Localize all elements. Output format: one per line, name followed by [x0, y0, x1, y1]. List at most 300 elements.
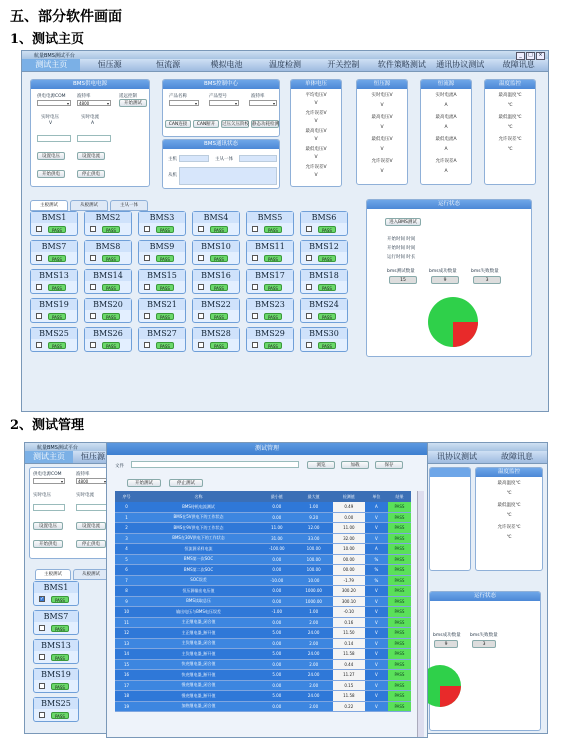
table-cell: 0.00 [259, 512, 295, 523]
bms-cell[interactable] [246, 298, 294, 323]
table-cell: 2.00 [295, 617, 333, 628]
unit-label: ℃ [507, 125, 513, 130]
bms-cell-label: BMS15 [139, 270, 185, 281]
com-label: 供电电源COM [33, 472, 62, 477]
file-path-input[interactable] [131, 461, 299, 468]
table-row[interactable] [115, 502, 411, 512]
load-button[interactable]: 加载 [341, 461, 369, 469]
bms-cell[interactable] [33, 581, 79, 606]
select-checkbox[interactable] [144, 342, 150, 348]
table-cell: V [365, 670, 388, 681]
bms-cell-label: BMS12 [301, 241, 347, 252]
tab-sim-battery[interactable]: 模拟电池 [210, 60, 243, 69]
unit-label: ℃ [506, 513, 512, 518]
table-cell: PASS [388, 554, 411, 565]
table-cell: 10 [115, 607, 138, 618]
table-cell: 8 [115, 586, 138, 597]
unit-label: V [380, 169, 384, 174]
set-voltage-button[interactable]: 设置电压 [33, 522, 63, 530]
bms-cell[interactable] [138, 240, 186, 265]
bms-cell[interactable] [30, 327, 78, 352]
const-current-panel [420, 79, 472, 185]
realtime-current-label: 实时电流 [81, 115, 99, 120]
reading-label: 允许误差V [305, 111, 327, 116]
bms-cell[interactable] [246, 269, 294, 294]
table-cell: 主负继电器_断开值 [138, 649, 259, 660]
pass-badge: PASS [264, 255, 282, 262]
unit-label: V [314, 119, 318, 124]
table-cell: -1.79 [333, 575, 365, 586]
table-cell: 主正继电器_断开值 [138, 628, 259, 639]
reading-label: 最高温度℃ [497, 481, 521, 486]
pass-badge: PASS [318, 226, 336, 233]
table-cell: 11.00 [333, 523, 365, 534]
table-cell: 0.00 [259, 680, 295, 691]
product-name-select[interactable] [169, 100, 199, 106]
table-cell: 11.50 [333, 628, 365, 639]
bms-cell[interactable] [84, 240, 132, 265]
pass-badge: PASS [318, 284, 336, 291]
table-row[interactable] [115, 512, 411, 523]
unit-label: A [444, 103, 448, 108]
select-checkbox[interactable] [36, 255, 42, 261]
bms-cell-label: BMS10 [193, 241, 239, 252]
run-status-panel [366, 199, 532, 357]
com-select[interactable] [37, 100, 71, 106]
select-checkbox[interactable] [306, 226, 312, 232]
table-cell: 15 [115, 659, 138, 670]
bms-cell-label: BMS26 [85, 328, 131, 339]
table-cell: -100.00 [259, 544, 295, 555]
select-checkbox[interactable] [90, 342, 96, 348]
table-cell: 慢充继电器_闭合值 [138, 680, 259, 691]
reading-label: 实时电压V [371, 93, 393, 98]
count-tested-label: bms测试数量 [387, 269, 415, 274]
bms-cell-label: BMS22 [193, 299, 239, 310]
column-header: 结果 [388, 491, 411, 502]
select-checkbox[interactable] [306, 255, 312, 261]
bms-cell[interactable] [300, 211, 348, 236]
bms-cell[interactable] [33, 639, 79, 664]
pass-badge: PASS [48, 284, 66, 291]
bms-comm-panel [162, 139, 280, 189]
tab-switch-control[interactable]: 开关控制 [327, 60, 360, 69]
select-checkbox[interactable] [90, 226, 96, 232]
reading-label: 最低电压V [371, 137, 393, 142]
panel-title: BMS供电电源 [31, 80, 149, 89]
unit-label: ℃ [507, 147, 513, 152]
select-checkbox[interactable] [198, 255, 204, 261]
tab-test-home[interactable]: 测试主页 [22, 59, 80, 71]
pass-fail-pie [426, 664, 462, 708]
bms-cell-label: BMS28 [193, 328, 239, 339]
table-cell: V [365, 523, 388, 534]
select-checkbox[interactable] [252, 255, 258, 261]
table-row[interactable] [115, 554, 411, 565]
bms-cell[interactable] [138, 211, 186, 236]
bms-cell[interactable] [300, 269, 348, 294]
subtab-master-board[interactable]: 主板测试 [35, 569, 71, 580]
table-row[interactable] [115, 680, 411, 691]
table-row[interactable] [115, 659, 411, 670]
bms-cell[interactable] [246, 211, 294, 236]
select-checkbox[interactable] [198, 226, 204, 232]
table-cell: 1000.00 [295, 596, 333, 607]
select-checkbox[interactable] [198, 313, 204, 319]
bms-cell[interactable] [300, 327, 348, 352]
table-header-row [115, 491, 411, 502]
browse-button[interactable]: 浏览 [307, 461, 335, 469]
voltage-unit: V [49, 121, 53, 126]
pass-badge: PASS [102, 226, 120, 233]
column-header: 序号 [115, 491, 138, 502]
dialog-title: 测试管理 [107, 443, 427, 455]
start-test-button[interactable]: 开始测试 [127, 479, 161, 487]
pass-badge: PASS [264, 226, 282, 233]
table-cell: % [365, 565, 388, 576]
pass-badge: PASS [156, 226, 174, 233]
main-tabs [22, 59, 548, 72]
bg-tabs [25, 451, 110, 464]
reading-label: 最低温度℃ [498, 115, 522, 120]
start-time-label: 开始时间 时间 [387, 237, 416, 242]
unit-label: A [444, 147, 448, 152]
pass-badge: PASS [156, 313, 174, 320]
table-row[interactable] [115, 691, 411, 702]
table-cell: 0.00 [259, 554, 295, 565]
reading-label: 允许误差℃ [498, 137, 522, 142]
table-row[interactable] [115, 523, 411, 534]
select-checkbox[interactable] [36, 342, 42, 348]
section-heading-test-management: 2、测试管理 [10, 418, 85, 433]
baud-select[interactable]: 4800 ▾ [77, 100, 111, 106]
table-cell: 11.00 [259, 523, 295, 534]
table-cell: PASS [388, 586, 411, 597]
table-row[interactable] [115, 638, 411, 649]
select-checkbox[interactable] [306, 313, 312, 319]
bms-cell-label: BMS17 [247, 270, 293, 281]
pass-badge: PASS [210, 342, 228, 349]
table-cell: 恒压源输出电压值 [138, 586, 259, 597]
section-heading-test-home: 1、测试主页 [10, 32, 85, 47]
bms-cell-label: BMS21 [139, 299, 185, 310]
table-cell: 快充继电器_闭合值 [138, 659, 259, 670]
table-cell: V [365, 607, 388, 618]
minimize-icon[interactable]: _ [516, 52, 525, 60]
table-cell: PASS [388, 533, 411, 544]
count-fail-value: 3 [472, 640, 496, 648]
select-checkbox[interactable] [252, 226, 258, 232]
remote-start-button[interactable]: 开始测试 [119, 99, 147, 107]
bms-cell[interactable] [30, 211, 78, 236]
set-current-button[interactable]: 设置电流 [76, 522, 106, 530]
bms-cell-label: BMS4 [193, 212, 239, 223]
pass-badge: PASS [264, 342, 282, 349]
panel-title: 运行状态 [430, 592, 540, 601]
table-cell: 5.00 [259, 649, 295, 660]
table-cell: 5.00 [259, 628, 295, 639]
temperature-panel [484, 79, 536, 185]
reading-label: 最高电压V [371, 115, 393, 120]
reading-label: 最高电流A [435, 115, 457, 120]
bms-cell[interactable] [246, 240, 294, 265]
bms-cell[interactable] [33, 668, 79, 693]
board-subtabs [30, 200, 148, 211]
table-cell: 0.00 [259, 617, 295, 628]
select-checkbox[interactable] [39, 625, 45, 631]
table-cell: V [365, 512, 388, 523]
power-off-button[interactable]: 停止供电 [76, 540, 106, 548]
table-cell: V [365, 533, 388, 544]
pie-slice-fail [440, 686, 461, 707]
pass-badge: PASS [51, 654, 69, 661]
bms-cell-label: BMS23 [247, 299, 293, 310]
can-connect-button[interactable]: CAN连接 [165, 120, 191, 128]
tab-const-voltage[interactable]: 恒压源 [81, 452, 105, 461]
select-checkbox[interactable] [36, 226, 42, 232]
bms-cell[interactable] [33, 697, 79, 722]
subtab-master-board[interactable]: 主板测试 [30, 200, 68, 211]
bms-cell[interactable] [138, 298, 186, 323]
table-cell: PASS [388, 638, 411, 649]
panel-title: 单体电压 [291, 80, 341, 89]
bms-cell[interactable] [84, 298, 132, 323]
bms-cell-label: BMS13 [31, 270, 77, 281]
baud-label: 波特率 [77, 94, 91, 99]
table-cell: 100.00 [295, 544, 333, 555]
power-off-button[interactable]: 停止供电 [77, 170, 105, 178]
maximize-icon[interactable]: □ [526, 52, 535, 60]
select-checkbox[interactable] [198, 342, 204, 348]
select-checkbox[interactable] [39, 712, 45, 718]
unit-label: V [380, 147, 384, 152]
select-checkbox[interactable] [252, 313, 258, 319]
bg-tabs [427, 451, 547, 464]
table-scrollbar[interactable] [417, 491, 424, 737]
single-voltage-panel [290, 79, 342, 187]
select-checkbox[interactable] [90, 255, 96, 261]
table-row[interactable] [115, 533, 411, 544]
table-cell: 快充继电器_断开值 [138, 670, 259, 681]
table-cell: 0.00 [259, 638, 295, 649]
reading-label: 最低温度℃ [497, 503, 521, 508]
voltage-input[interactable] [37, 135, 71, 142]
select-checkbox[interactable]: ✓ [40, 596, 45, 602]
realtime-current-label: 实时电流 [76, 493, 94, 498]
ctrl-baud-select[interactable] [249, 100, 277, 106]
const-voltage-panel [356, 79, 408, 185]
remote-label: 遥远控制 [119, 94, 137, 99]
can-disconnect-button[interactable]: CAN断开 [193, 120, 219, 128]
bms-cell-label: BMS27 [139, 328, 185, 339]
bms-cell-label: BMS16 [193, 270, 239, 281]
table-row[interactable] [115, 649, 411, 660]
select-checkbox[interactable] [252, 342, 258, 348]
set-voltage-button[interactable]: 设置电压 [37, 152, 65, 160]
table-cell: 1000.00 [295, 586, 333, 597]
table-row[interactable] [115, 565, 411, 576]
com-select[interactable] [33, 478, 65, 484]
bms-cell[interactable] [246, 327, 294, 352]
bms-cell-label: BMS18 [301, 270, 347, 281]
bms-cell[interactable] [192, 240, 240, 265]
select-checkbox[interactable] [90, 284, 96, 290]
select-checkbox[interactable] [144, 284, 150, 290]
tab-temperature[interactable]: 温度检测 [268, 60, 301, 69]
table-cell: 0.00 [333, 512, 365, 523]
unit-label: A [444, 125, 448, 130]
table-cell: 24.00 [295, 670, 333, 681]
set-current-button[interactable]: 设置电流 [77, 152, 105, 160]
bms-cell[interactable] [192, 327, 240, 352]
baud-select[interactable]: 4800 ▾ [76, 478, 108, 484]
table-row[interactable] [115, 628, 411, 639]
bms-cell[interactable] [30, 240, 78, 265]
pass-badge: PASS [48, 313, 66, 320]
panel-title: BMS通讯状态 [163, 140, 279, 149]
bms-cell-label: BMS1 [31, 212, 77, 223]
table-cell: BMS在30V供电下的工作状态 [138, 533, 259, 544]
unit-label: V [314, 137, 318, 142]
current-input[interactable] [77, 135, 111, 142]
bms-cell-label: BMS5 [247, 212, 293, 223]
bms-cell[interactable] [30, 298, 78, 323]
bms-cell-label: BMS19 [31, 299, 77, 310]
close-icon[interactable]: × [536, 52, 545, 60]
select-checkbox[interactable] [144, 313, 150, 319]
table-cell: 0 [115, 502, 138, 512]
bms-cell[interactable] [33, 610, 79, 635]
voltage-input[interactable] [33, 504, 65, 511]
table-row[interactable] [115, 617, 411, 628]
unit-label: ℃ [506, 491, 512, 496]
select-checkbox[interactable] [144, 255, 150, 261]
table-cell: V [365, 617, 388, 628]
reading-label: 最低电流A [435, 137, 457, 142]
master-field [179, 155, 209, 162]
select-checkbox[interactable] [39, 683, 45, 689]
bms-cell-label: BMS24 [301, 299, 347, 310]
bms-cell[interactable] [84, 211, 132, 236]
bms-cell[interactable] [300, 240, 348, 265]
product-name-label: 产品名称 [169, 94, 187, 99]
tab-fault-info[interactable]: 故障讯息 [502, 60, 535, 69]
table-cell: 2.00 [295, 680, 333, 691]
bms-cell[interactable] [30, 269, 78, 294]
bms-cell[interactable] [138, 269, 186, 294]
tab-const-current[interactable]: 恒流源 [156, 60, 181, 69]
select-checkbox[interactable] [306, 284, 312, 290]
select-checkbox[interactable] [306, 342, 312, 348]
bms-cell[interactable] [138, 327, 186, 352]
table-row[interactable] [115, 607, 411, 618]
save-button[interactable]: 保存 [375, 461, 403, 469]
tab-software-strategy[interactable]: 软件策略测试 [377, 60, 426, 69]
bms-cell[interactable] [192, 211, 240, 236]
bms-cell[interactable] [300, 298, 348, 323]
table-cell: 0.00 [259, 701, 295, 712]
bms-cell[interactable] [192, 298, 240, 323]
table-cell: 300.20 [333, 586, 365, 597]
pass-badge: PASS [318, 255, 336, 262]
subtab-master-slave[interactable]: 主从一体 [110, 200, 148, 211]
enter-test-button[interactable]: 进入BMS测试 [385, 218, 421, 226]
table-cell: 24.00 [295, 649, 333, 660]
stop-test-button[interactable]: 停止测试 [169, 479, 203, 487]
column-header: 最大值 [295, 491, 333, 502]
table-cell: A [365, 544, 388, 555]
select-checkbox[interactable] [39, 654, 45, 660]
table-cell: 33.00 [295, 533, 333, 544]
table-cell: 7 [115, 575, 138, 586]
table-cell: PASS [388, 691, 411, 702]
select-checkbox[interactable] [36, 284, 42, 290]
pass-badge: PASS [51, 683, 69, 690]
test-items-table [115, 491, 411, 712]
select-checkbox[interactable] [198, 284, 204, 290]
table-cell: 11.58 [333, 649, 365, 660]
panel-title: 恒流源 [421, 80, 471, 89]
pass-badge: PASS [102, 284, 120, 291]
run-status-panel [429, 591, 541, 731]
table-cell: 0.15 [333, 680, 365, 691]
select-checkbox[interactable] [90, 313, 96, 319]
main-window [21, 50, 549, 412]
subtab-slave-board[interactable]: 从板测试 [70, 200, 108, 211]
select-checkbox[interactable] [36, 313, 42, 319]
table-cell: 5.00 [259, 670, 295, 681]
tab-protocol-test[interactable]: 通讯协议测试 [436, 60, 485, 69]
table-cell: PASS [388, 523, 411, 534]
table-row[interactable] [115, 670, 411, 681]
tab-protocol-test[interactable]: 讯协议测试 [437, 452, 477, 461]
table-row[interactable] [115, 586, 411, 597]
product-model-select[interactable] [209, 100, 239, 106]
table-cell: BMS待机电流测试 [138, 502, 259, 512]
table-cell: 4 [115, 544, 138, 555]
tab-const-voltage[interactable]: 恒压源 [97, 60, 122, 69]
bms-cell[interactable] [84, 269, 132, 294]
static-power-button[interactable]: 静态功耗检测 [252, 122, 279, 127]
current-input[interactable] [76, 504, 108, 511]
bms-cell[interactable] [84, 327, 132, 352]
table-row[interactable] [115, 575, 411, 586]
table-cell: 9.20 [295, 512, 333, 523]
table-row[interactable] [115, 701, 411, 712]
table-cell: BMS第一次SOC [138, 554, 259, 565]
pass-badge: PASS [48, 255, 66, 262]
over-under-voltage-button[interactable]: 过压欠压阶校 [222, 122, 249, 127]
bms-cell[interactable] [192, 269, 240, 294]
tab-fault-info[interactable]: 故障讯息 [501, 452, 533, 461]
pass-badge: PASS [318, 342, 336, 349]
subtab-slave-board[interactable]: 从板测试 [73, 569, 109, 580]
table-row[interactable] [115, 544, 411, 555]
slave-field [179, 167, 277, 185]
table-cell: 3 [115, 533, 138, 544]
unit-label: ℃ [506, 535, 512, 540]
tab-test-home[interactable]: 测试主页 [25, 451, 73, 463]
power-on-button[interactable]: 开始供电 [33, 540, 63, 548]
table-cell: 5.00 [259, 691, 295, 702]
power-on-button[interactable]: 开始供电 [37, 170, 65, 178]
bg-power-panel [29, 467, 109, 559]
bg-window-left [24, 442, 110, 734]
reading-label: 平均电压V [305, 93, 327, 98]
select-checkbox[interactable] [252, 284, 258, 290]
select-checkbox[interactable] [144, 226, 150, 232]
table-row[interactable] [115, 596, 411, 607]
